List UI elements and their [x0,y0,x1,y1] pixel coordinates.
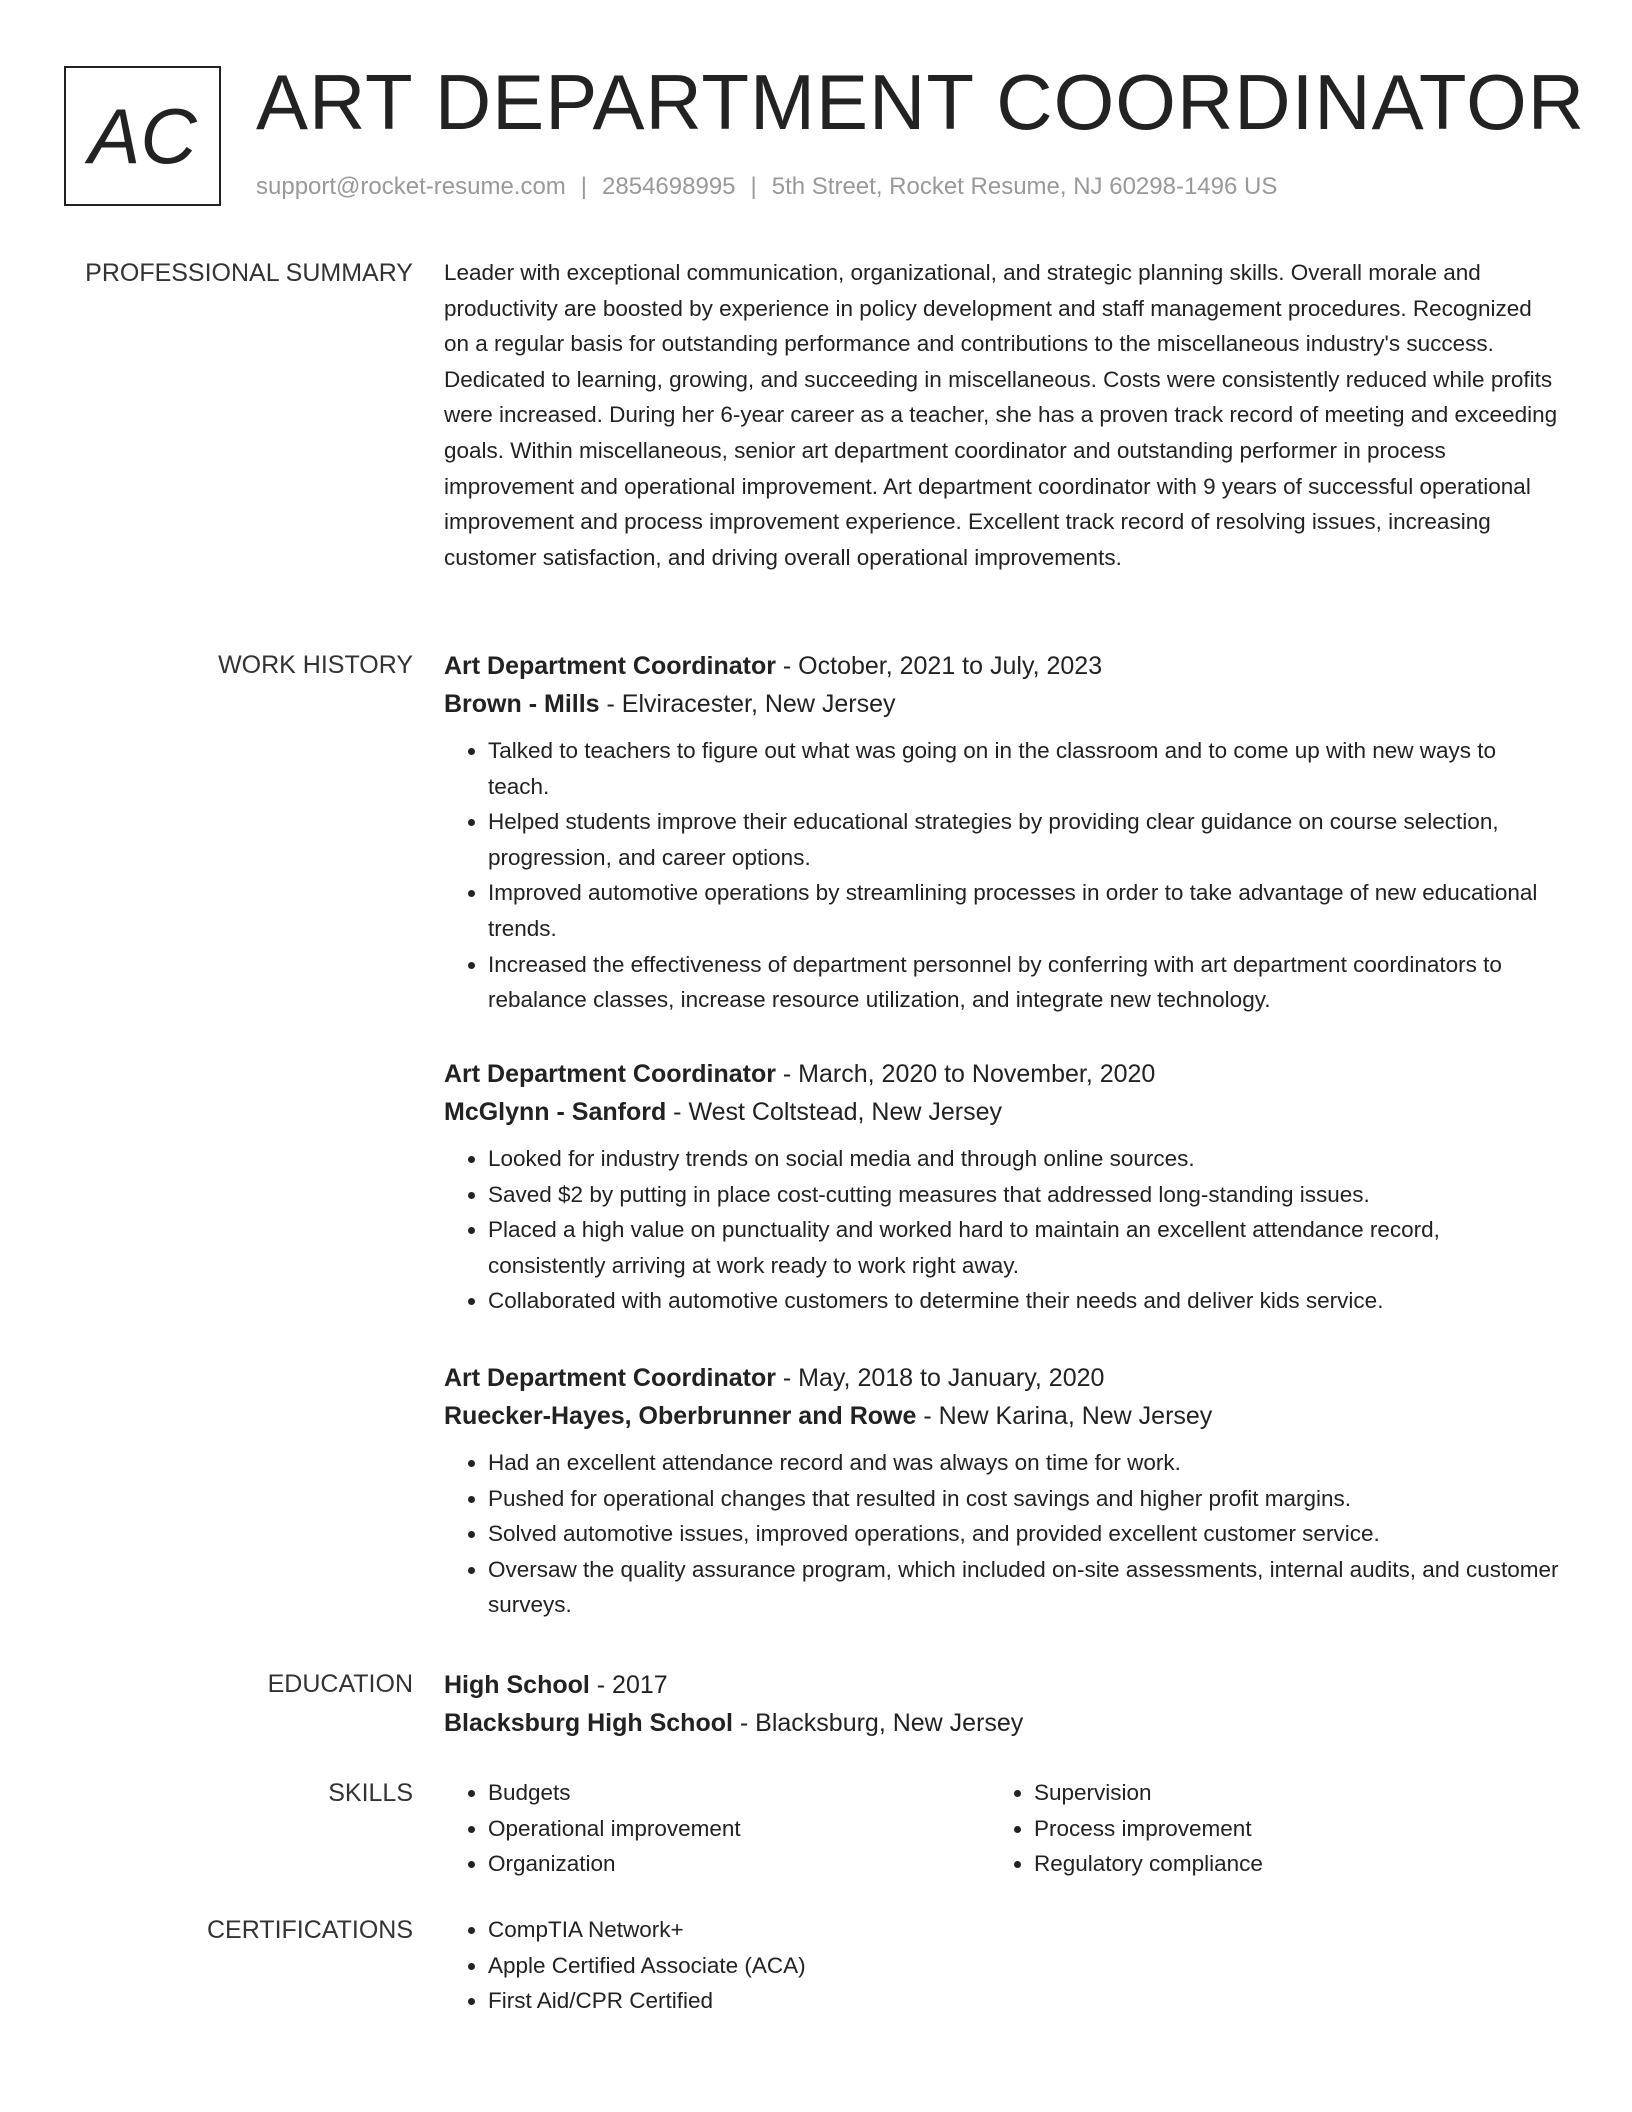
skills-column-left [444,1775,990,1882]
education-year: - 2017 [589,1671,668,1699]
summary-text: Leader with exceptional communication, organizational, and strategic planning skills. Overall morale and productivity are boosted by experience in policy development and staff management procedures. Recognized on a regular basis for outstanding performance and contributions to the miscellaneous industry's success. Dedicated to learning, growing, and succeeding in miscellaneous. Costs were consistently reduced while profits were increased. During her 6-year career as a teacher, she has a proven track record of meeting and exceeding goals. Within miscellaneous, senior art department coordinator and outstanding performer in process improvement and operational improvement. Art department coordinator with 9 years of successful operational improvement and process improvement experience. Excellent track record of resolving issues, increasing customer satisfaction, and driving overall operational improvements. [444,260,1558,570]
job-title: Art Department Coordinator [444,1364,776,1392]
job-bullets [444,1141,1559,1319]
job-title: Art Department Coordinator [444,652,776,680]
section-label-certifications: CERTIFICATIONS [206,1916,413,1944]
job-entry [444,1055,1559,1319]
list-item: • Pushed for operational changes that resulted in cost savings and higher profit margins. [488,1481,1559,1517]
certification-item: • First Aid/CPR Certified [488,1983,1559,2019]
contact-separator: | [750,173,757,200]
contact-phone[interactable]: 2854698995 [602,173,736,200]
monogram-badge: AC [64,66,221,206]
skill-item: • Budgets [488,1775,990,1811]
skill-item: • Process improvement [1034,1811,1536,1847]
job-company: Brown - Mills [444,690,600,718]
section-label-skills: SKILLS [328,1779,413,1807]
job-company: Ruecker-Hayes, Oberbrunner and Rowe [444,1402,917,1430]
job-company-line [444,1397,1559,1435]
job-location: - New Karina, New Jersey [916,1402,1213,1430]
list-item: • Looked for industry trends on social media and through online sources. [488,1141,1559,1177]
education-school-line [444,1704,1559,1742]
job-company-line [444,1093,1559,1131]
list-item: • Improved automotive operations by streamlining processes in order to take advantage of new educational trends. [488,875,1559,946]
job-bullets [444,733,1559,1018]
list-item: • Had an excellent attendance record and was always on time for work. [488,1445,1559,1481]
list-item: • Increased the effectiveness of department personnel by conferring with art department coordinators to rebalance classes, increase resource utilization, and integrate new technology. [488,947,1559,1018]
job-entry [444,647,1559,1018]
skill-item: • Organization [488,1846,990,1882]
job-dates: - May, 2018 to January, 2020 [775,1364,1105,1392]
job-title-line [444,1055,1559,1093]
section-label-education: EDUCATION [267,1670,413,1698]
certification-item: • CompTIA Network+ [488,1912,1559,1948]
job-dates: - March, 2020 to November, 2020 [775,1060,1156,1088]
job-company: McGlynn - Sanford [444,1098,667,1126]
section-label-summary: PROFESSIONAL SUMMARY [85,259,413,287]
skills-column-right [990,1775,1536,1882]
job-title-line [444,1359,1559,1397]
job-location: - West Coltstead, New Jersey [666,1098,1002,1126]
section-label-work-history: WORK HISTORY [218,651,413,679]
education-degree: High School [444,1671,590,1699]
contact-separator: | [580,173,588,200]
list-item: • Oversaw the quality assurance program, which included on-site assessments, internal audits, and customer surveys. [488,1552,1559,1623]
list-item: • Saved $2 by putting in place cost-cutting measures that addressed long-standing issues. [488,1177,1559,1213]
job-title: Art Department Coordinator [444,1060,776,1088]
list-item: • Collaborated with automotive customers to determine their needs and deliver kids service. [488,1283,1559,1319]
education-degree-line [444,1666,1559,1704]
education-location: - Blacksburg, New Jersey [732,1709,1024,1737]
skill-item: • Supervision [1034,1775,1536,1811]
skill-item: • Regulatory compliance [1034,1846,1536,1882]
contact-email[interactable]: support@rocket-resume.com [256,173,566,200]
list-item: • Helped students improve their educational strategies by providing clear guidance on course selection, progression, and career options. [488,804,1559,875]
list-item: • Placed a high value on punctuality and worked hard to maintain an excellent attendance record, consistently arriving at work ready to work right away. [488,1212,1559,1283]
list-item: • Talked to teachers to figure out what was going on in the classroom and to come up with new ways to teach. [488,733,1559,804]
contact-line [256,173,1277,201]
certifications-list [444,1912,1559,2019]
skill-item: • Operational improvement [488,1811,990,1847]
skills-list [444,1775,1559,1882]
resume-title: ART DEPARTMENT COORDINATOR [256,58,1586,146]
job-title-line [444,647,1559,685]
contact-address: 5th Street, Rocket Resume, NJ 60298-1496 US [771,173,1278,200]
certification-item: • Apple Certified Associate (ACA) [488,1948,1559,1984]
job-location: - Elviracester, New Jersey [599,690,896,718]
job-bullets [444,1445,1559,1623]
job-dates: - October, 2021 to July, 2023 [775,652,1103,680]
education-school: Blacksburg High School [444,1709,733,1737]
job-company-line [444,685,1559,723]
list-item: • Solved automotive issues, improved operations, and provided excellent customer service. [488,1516,1559,1552]
job-entry [444,1359,1559,1623]
